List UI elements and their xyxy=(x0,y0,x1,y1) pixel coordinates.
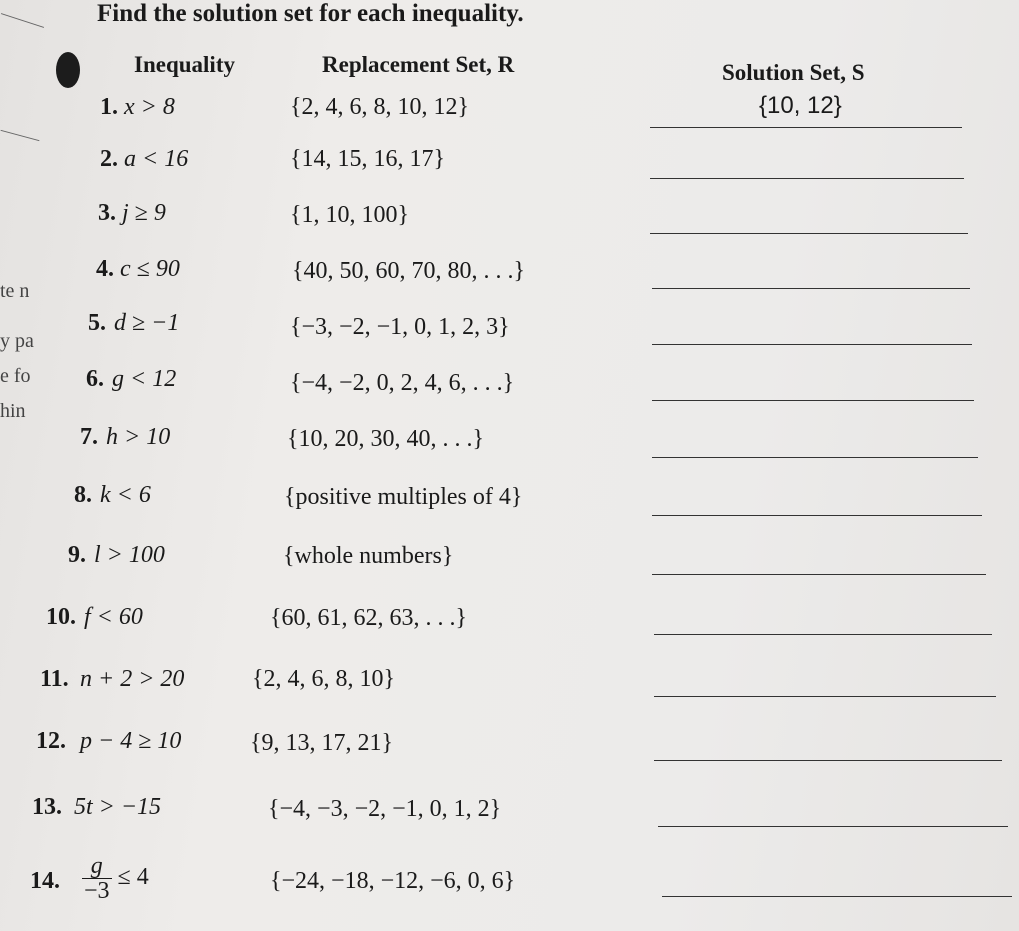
answer-text: {10, 12} xyxy=(759,92,842,119)
replacement-set: {9, 13, 17, 21} xyxy=(250,730,394,756)
answer-blank[interactable] xyxy=(652,515,982,516)
inequality: x > 8 xyxy=(124,94,175,120)
inequality: p − 4 ≥ 10 xyxy=(80,728,182,754)
replacement-set: {2, 4, 6, 8, 10} xyxy=(252,666,396,692)
answer-blank[interactable] xyxy=(652,344,972,345)
hole-punch-mark xyxy=(56,52,80,88)
edge-mark xyxy=(1,130,40,141)
replacement-set: {−3, −2, −1, 0, 1, 2, 3} xyxy=(290,314,510,340)
problem-number: 8. xyxy=(74,482,92,508)
replacement-set: {10, 20, 30, 40, . . .} xyxy=(287,426,485,452)
replacement-set: {positive multiples of 4} xyxy=(284,484,523,510)
inequality: c ≤ 90 xyxy=(120,256,180,282)
replacement-set: {60, 61, 62, 63, . . .} xyxy=(270,605,468,631)
answer-blank[interactable] xyxy=(654,634,992,635)
problem-number: 2. xyxy=(100,146,118,172)
column-header-solution-set: Solution Set, S xyxy=(722,60,865,85)
problem-number: 9. xyxy=(68,542,86,568)
problem-number: 3. xyxy=(98,200,116,226)
margin-fragment: y pa xyxy=(0,330,34,352)
answer-blank[interactable] xyxy=(650,127,962,128)
inequality: f < 60 xyxy=(84,604,143,630)
margin-fragment: te n xyxy=(0,280,30,302)
answer-blank[interactable] xyxy=(650,178,964,179)
fraction-denominator: −3 xyxy=(84,878,110,904)
answer-blank[interactable] xyxy=(654,760,1002,761)
problem-number: 5. xyxy=(88,310,106,336)
replacement-set: {whole numbers} xyxy=(283,543,454,569)
inequality: h > 10 xyxy=(106,424,171,450)
replacement-set: {40, 50, 60, 70, 80, . . .} xyxy=(292,258,526,284)
problem-number: 10. xyxy=(46,604,76,630)
replacement-set: {1, 10, 100} xyxy=(290,202,410,228)
answer-blank[interactable] xyxy=(652,400,974,401)
replacement-set: {−24, −18, −12, −6, 0, 6} xyxy=(270,868,516,894)
column-header-inequality: Inequality xyxy=(134,52,235,77)
problem-number: 14. xyxy=(30,868,60,894)
inequality: j ≥ 9 xyxy=(122,200,166,226)
margin-fragment: hin xyxy=(0,400,26,422)
problem-number: 6. xyxy=(86,366,104,392)
problem-number: 7. xyxy=(80,424,98,450)
problem-number: 12. xyxy=(36,728,66,754)
margin-fragment: e fo xyxy=(0,365,31,387)
replacement-set: {−4, −3, −2, −1, 0, 1, 2} xyxy=(268,796,502,822)
inequality: d ≥ −1 xyxy=(114,310,180,336)
inequality: a < 16 xyxy=(124,146,189,172)
inequality: k < 6 xyxy=(100,482,151,508)
inequality xyxy=(82,854,149,903)
answer-blank[interactable] xyxy=(650,233,968,234)
inequality: n + 2 > 20 xyxy=(80,666,185,692)
answer-blank[interactable] xyxy=(652,574,986,575)
answer-blank[interactable] xyxy=(654,696,996,697)
inequality: 5t > −15 xyxy=(74,794,162,820)
problem-number: 1. xyxy=(100,94,118,120)
edge-mark xyxy=(1,13,44,28)
page-title: Find the solution set for each inequality. xyxy=(97,0,524,27)
inequality-fraction xyxy=(82,854,112,903)
answer-blank[interactable] xyxy=(662,896,1012,897)
answer-blank[interactable] xyxy=(658,826,1008,827)
answer-blank[interactable] xyxy=(652,457,978,458)
replacement-set: {2, 4, 6, 8, 10, 12} xyxy=(290,94,470,120)
replacement-set: {14, 15, 16, 17} xyxy=(290,146,446,172)
column-header-replacement-set: Replacement Set, R xyxy=(322,52,515,77)
inequality-rest: ≤ 4 xyxy=(111,864,149,891)
problem-number: 4. xyxy=(96,256,114,282)
fraction-numerator: g xyxy=(82,854,112,879)
replacement-set: {−4, −2, 0, 2, 4, 6, . . .} xyxy=(290,370,515,396)
problem-number: 11. xyxy=(40,666,69,692)
problem-number: 13. xyxy=(32,794,62,820)
inequality: g < 12 xyxy=(112,366,177,392)
answer-blank[interactable] xyxy=(652,288,970,289)
inequality: l > 100 xyxy=(94,542,165,568)
